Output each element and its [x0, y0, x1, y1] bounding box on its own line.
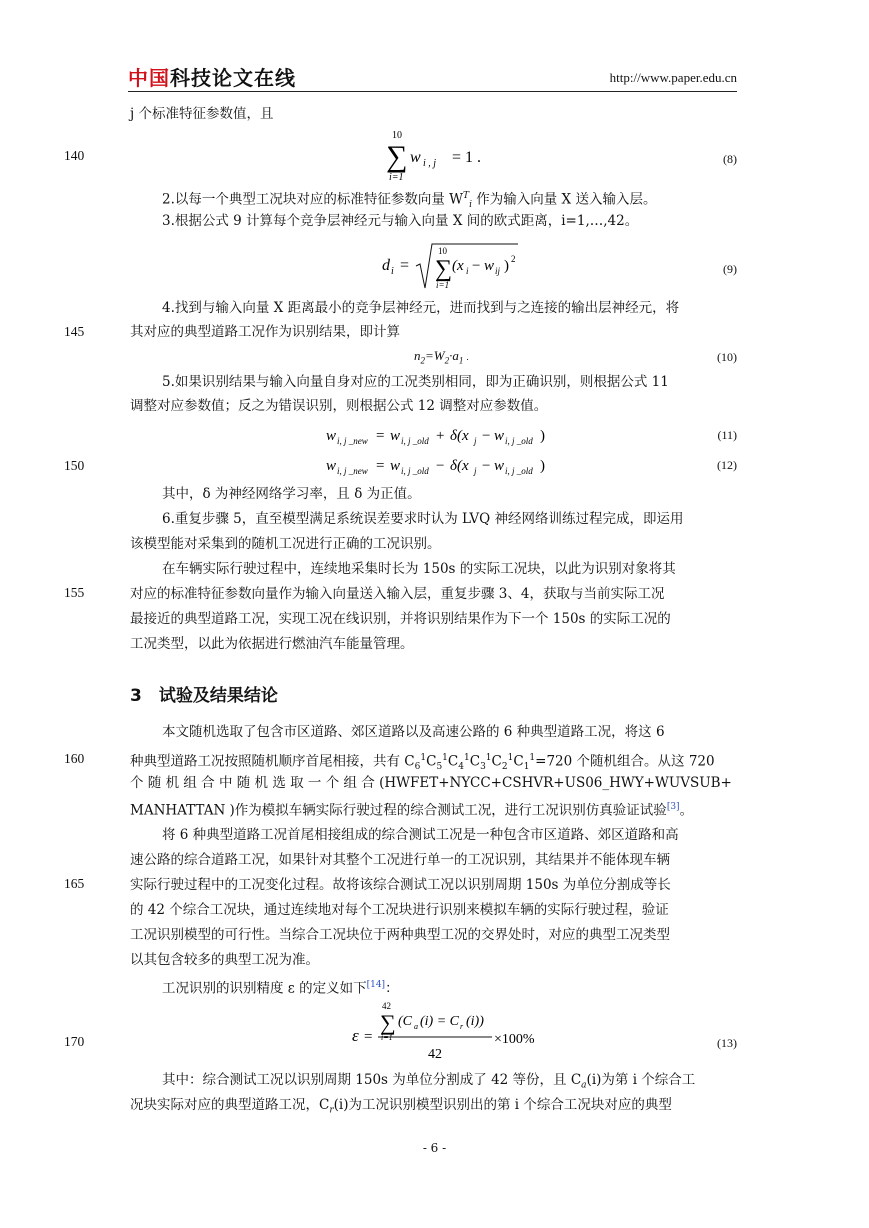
svg-text:): )	[504, 258, 509, 274]
svg-text:i, j _new: i, j _new	[337, 466, 368, 476]
line-number: 160	[64, 751, 85, 766]
svg-text:i, j _old: i, j _old	[401, 436, 429, 446]
equation-10: $n_2=W_2\cdot a_1$ .	[414, 348, 469, 366]
line-number: 150	[64, 458, 85, 473]
page-number: - 6 -	[422, 1141, 447, 1155]
text-fragment: 工况识别的识别精度 ε 的定义如下	[162, 980, 367, 997]
equation-number: (10)	[717, 350, 737, 364]
svg-text:i, j _old: i, j _old	[401, 466, 429, 476]
svg-text:ij: ij	[495, 266, 501, 276]
text-line: 本文随机选取了包含市区道路、郊区道路以及高速公路的 6 种典型道路工况，将这 6	[162, 724, 665, 740]
line-number: 140	[64, 148, 85, 163]
svg-text:ε: ε	[352, 1026, 359, 1045]
logo-black-text: 科技论文在线	[170, 66, 296, 90]
citation-link[interactable]: [14]	[366, 980, 386, 990]
text-line: 调整对应参数值；反之为错误识别，则根据公式 12 调整对应参数值。	[130, 398, 548, 414]
svg-text:d: d	[382, 257, 390, 274]
svg-text:i: i	[466, 266, 469, 276]
svg-text:i, j _old: i, j _old	[505, 436, 533, 446]
text-line: 在车辆实际行驶过程中，连续地采集时长为 150s 的实际工况块，以此为识别对象将其	[162, 561, 676, 577]
svg-text:−: −	[436, 458, 445, 474]
svg-text:∑: ∑	[435, 256, 453, 282]
citation-link[interactable]: [3]	[666, 802, 680, 812]
text-line: 该模型能对采集到的随机工况进行正确的工况识别。	[130, 536, 441, 552]
svg-text:(x: (x	[452, 258, 464, 274]
text-line: 工况识别的识别精度 ε 的定义如下[14]：	[162, 980, 399, 997]
svg-text:): )	[540, 428, 545, 444]
text-line: 对应的标准特征参数向量作为输入向量送入输入层，重复步骤 3、4，获取与当前实际工况	[130, 586, 665, 602]
text-line: 其中，δ 为神经网络学习率，且 δ 为正值。	[162, 486, 421, 502]
equation-number: (13)	[717, 1036, 737, 1050]
svg-text:∑: ∑	[386, 140, 408, 173]
text-fragment: (i)为第 i 个综合工	[586, 1072, 696, 1088]
equation-13	[352, 998, 552, 1064]
svg-text:(C: (C	[398, 1014, 412, 1029]
text-fragment: 2.以每一个典型工况块对应的标准特征参数向量 W	[162, 191, 464, 208]
svg-text:i=1: i=1	[381, 1033, 393, 1042]
section-heading: 3 试验及结果结论	[130, 686, 278, 706]
equation-12	[326, 452, 566, 478]
text-line: 2.以每一个典型工况块对应的标准特征参数向量 $W^T_i$ 作为输入向量 X 送入输入层。	[162, 191, 657, 211]
svg-text:w: w	[390, 458, 401, 474]
text-fragment: =720 个随机组合。从这 720	[535, 753, 715, 770]
svg-text:i=1: i=1	[436, 280, 450, 290]
text-line: j 个标准特征参数值，且	[130, 106, 274, 122]
svg-text:=: =	[376, 428, 385, 444]
svg-text:i , j: i , j	[423, 158, 437, 169]
svg-text:r: r	[460, 1022, 464, 1031]
text-line: 5.如果识别结果与输入向量自身对应的工况类别相同，即为正确识别，则根据公式 11	[162, 374, 669, 390]
line-number: 170	[64, 1034, 85, 1049]
equation-number: (9)	[723, 262, 737, 276]
text-line: MANHATTAN )作为模拟车辆实际行驶过程的综合测试工况，进行工况识别仿真验证试验[3]。	[130, 802, 694, 819]
svg-text:2: 2	[511, 254, 516, 264]
svg-text:i, j _new: i, j _new	[337, 436, 368, 446]
svg-text:= 1 .: = 1 .	[452, 149, 482, 166]
svg-text:−: −	[482, 458, 491, 474]
svg-text:=: =	[364, 1029, 373, 1045]
line-number: 165	[64, 876, 85, 891]
text-fragment: MANHATTAN )作为模拟车辆实际行驶过程的综合测试工况，进行工况识别仿真验证试验	[130, 802, 667, 819]
svg-text:w: w	[484, 258, 495, 274]
svg-text:): )	[540, 458, 545, 474]
svg-text:10: 10	[438, 246, 447, 256]
text-line: 个 随 机 组 合 中 随 机 选 取 一 个 组 合 (HWFET+NYCC+CSHVR+US06_HWY+WUVSUB+	[130, 775, 732, 791]
text-line: 最接近的典型道路工况，实现工况在线识别，并将识别结果作为下一个 150s 的实际工况的	[130, 611, 671, 627]
equation-number: (8)	[723, 152, 737, 166]
equation-11	[326, 422, 566, 448]
svg-text:w: w	[494, 428, 505, 444]
svg-text:−: −	[472, 258, 481, 274]
svg-text:(i) = C: (i) = C	[420, 1014, 459, 1029]
text-fragment: 作为输入向量 X 送入输入层。	[476, 191, 657, 208]
line-number: 145	[64, 324, 85, 339]
svg-text:a: a	[414, 1022, 418, 1031]
line-number: 155	[64, 585, 85, 600]
svg-text:+: +	[436, 428, 445, 444]
svg-text:=: =	[376, 458, 385, 474]
svg-text:10: 10	[392, 130, 402, 141]
svg-text:∑: ∑	[380, 1010, 396, 1035]
text-line: 6.重复步骤 5，直至模型满足系统误差要求时认为 LVQ 神经网络训练过程完成，即运用	[162, 511, 684, 527]
svg-text:=: =	[400, 257, 410, 274]
text-line: 其中：综合测试工况以识别周期 150s 为单位分割成了 42 等份，且 $C_a(i)$为第 i 个综合工	[162, 1072, 696, 1091]
text-line: 其对应的典型道路工况作为识别结果，即计算	[130, 324, 400, 340]
svg-text:δ(x: δ(x	[450, 428, 469, 444]
svg-text:w: w	[410, 149, 421, 166]
equation-number: (12)	[717, 458, 737, 472]
text-line: 种典型道路工况按照随机顺序首尾相接，共有 $C_6^1C_5^1C_4^1C_3^1C_2^1C_1^1=720$ 个随机组合。从这 720	[130, 753, 715, 773]
svg-text:42: 42	[428, 1047, 442, 1062]
text-line: 工况识别模型的可行性。当综合工况块位于两种典型工况的交界处时，对应的典型工况类型	[130, 927, 670, 943]
text-line: 的 42 个综合工况块，通过连续地对每个工况块进行识别来模拟车辆的实际行驶过程，验证	[130, 902, 669, 918]
logo-red-text: 中国	[128, 66, 170, 90]
text-line: 实际行驶过程中的工况变化过程。故将该综合测试工况以识别周期 150s 为单位分割成等长	[130, 877, 671, 893]
svg-text:w: w	[326, 428, 337, 444]
journal-logo	[128, 62, 296, 91]
header-url[interactable]: http://www.paper.edu.cn	[609, 70, 737, 85]
text-line: 况块实际对应的典型道路工况，$C_r(i)$为工况识别模型识别出的第 i 个综合工况块对应的典型	[130, 1097, 672, 1116]
text-line: 速公路的综合道路工况，如果针对其整个工况进行单一的工况识别，其结果并不能体现车辆	[130, 852, 670, 868]
svg-text:j: j	[474, 436, 477, 446]
text-fragment: 其中：综合测试工况以识别周期 150s 为单位分割成了 42 等份，且 C	[162, 1072, 582, 1088]
svg-text:i, j _old: i, j _old	[505, 466, 533, 476]
text-fragment: 况块实际对应的典型道路工况，C	[130, 1097, 330, 1113]
text-line: 4.找到与输入向量 X 距离最小的竞争层神经元，进而找到与之连接的输出层神经元，将	[162, 300, 680, 316]
equation-9	[380, 238, 530, 294]
svg-text:δ(x: δ(x	[450, 458, 469, 474]
svg-text:i: i	[391, 266, 394, 277]
svg-text:w: w	[390, 428, 401, 444]
text-fragment: (i)为工况识别模型识别出的第 i 个综合工况块对应的典型	[333, 1097, 672, 1113]
text-fragment: 种典型道路工况按照随机顺序首尾相接，共有 C	[130, 753, 415, 770]
svg-text:−: −	[482, 428, 491, 444]
svg-text:w: w	[494, 458, 505, 474]
svg-text:j: j	[474, 466, 477, 476]
svg-text:(i)): (i))	[466, 1014, 484, 1029]
equation-8	[380, 128, 520, 184]
text-line: 3.根据公式 9 计算每个竞争层神经元与输入向量 X 间的欧式距离，i=1,…,42。	[162, 213, 639, 229]
svg-text:w: w	[326, 458, 337, 474]
svg-text:42: 42	[382, 1001, 391, 1011]
header-rule	[128, 91, 737, 92]
text-line: 将 6 种典型道路工况首尾相接组成的综合测试工况是一种包含市区道路、郊区道路和高	[162, 827, 679, 843]
svg-text:×100%: ×100%	[494, 1032, 535, 1047]
text-line: 工况类型，以此为依据进行燃油汽车能量管理。	[130, 636, 414, 652]
svg-text:i=1: i=1	[389, 172, 404, 183]
equation-number: (11)	[717, 428, 737, 442]
text-line: 以其包含较多的典型工况为准。	[130, 952, 319, 968]
